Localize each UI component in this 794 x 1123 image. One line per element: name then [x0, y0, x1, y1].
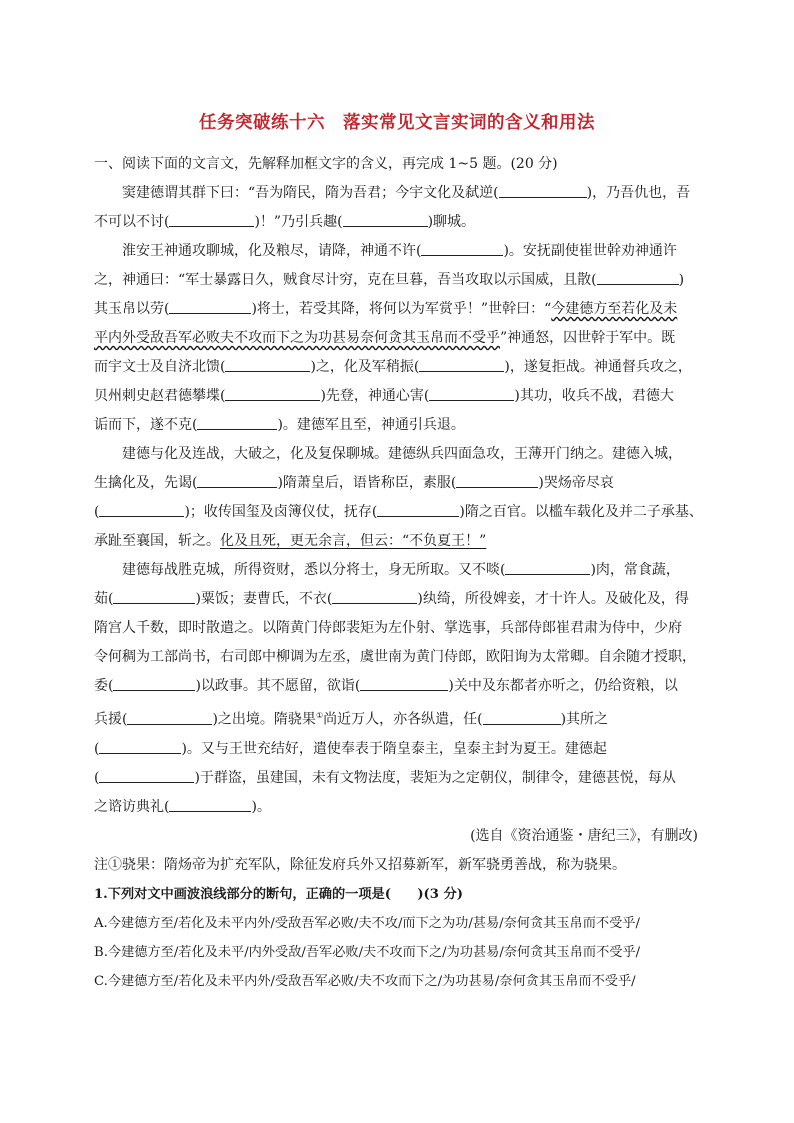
answer-blank[interactable]: [99, 739, 181, 754]
wavy-underlined-sentence: 平内外受敌吾军必败夫不攻而下之为功甚易奈何贪其玉帛而不受乎: [94, 330, 500, 346]
answer-blank[interactable]: [113, 589, 195, 604]
answer-blank[interactable]: [429, 386, 514, 401]
answer-blank[interactable]: [113, 676, 195, 691]
answer-blank[interactable]: [456, 473, 538, 488]
answer-blank[interactable]: [421, 241, 503, 256]
document-body: [94, 150, 714, 996]
answer-blank[interactable]: [483, 710, 561, 725]
section-instruction: 一、阅读下面的文言文，先解释加框文字的含义，再完成 1~5 题。(20 分): [94, 156, 558, 172]
answer-blank[interactable]: [505, 560, 590, 575]
page-title: 任务突破练十六 落实常见文言实词的含义和用法: [199, 113, 595, 133]
answer-blank[interactable]: [127, 710, 212, 725]
answer-blank[interactable]: [360, 676, 448, 691]
answer-blank[interactable]: [169, 299, 251, 314]
answer-blank[interactable]: [169, 797, 251, 812]
passage-paragraph-3: 建德与化及连战，大破之，化及复保聊城。建德纵兵四面急攻，王薄开门纳之。建德入城， 生擒化及，先谒( )隋萧皇后，语皆称臣，素服( )哭炀帝尽哀 ( )；收传国玺及卤簿仪仗，抚存( )隋之百官。以槛车载化及并二子承基、 承趾至襄国，斩之。化及且死，更无余言，但云：“不负夏王！”: [94, 446, 703, 549]
answer-blank[interactable]: [499, 183, 587, 198]
question-1-option-a[interactable]: A.今建德方至/若化及未平内外/受敌吾军必败/夫不攻/而下之为功/甚易/奈何贪其玉帛而不受乎/: [94, 915, 640, 931]
answer-blank[interactable]: [332, 589, 417, 604]
passage-paragraph-2: 淮安王神通攻聊城，化及粮尽，请降，神通不许( )。安抚副使崔世幹劝神通许 之，神通曰：“军士暴露日久，贼食尽计穷，克在旦暮，吾当攻取以示国威，且散( ) 其玉帛以劳( )将士，若受其降，将何以为军赏乎！”世幹曰：“今建德方至若化及未 平内外受敌吾军必败夫不攻而下之为功甚易奈何贪其玉帛而不受乎”神通怒，囚世幹于军中。既 而宇文士及自济北馈( )之，化及军稍振( )，遂复拒战。神通督兵攻之， 贝州刺史赵君德攀堞( )先登，神通心害( )其功，收兵不战，君德大 诟而下，遂不克( )。建德军且至，神通引兵退。: [94, 243, 692, 433]
answer-blank[interactable]: [169, 212, 254, 227]
source-citation: (选自《资治通鉴・唐纪三》，有删改): [470, 827, 698, 844]
passage-paragraph-4: 建德每战胜克城，所得资财，悉以分将士，身无所取。又不啖( )肉，常食蔬， 茹( )粟饭；妻曹氏，不衣( )纨绮，所役婢妾，才十许人。及破化及，得 隋宫人千数，即时散遣之。以隋黄门侍郎裴矩为左仆射、掌选事，兵部侍郎崔君肃为侍中，少府 令何稠为工部尚书，右司郎中柳调为左丞，虞世南为黄门侍郎，欧阳询为太常卿。自余随才授职， 委( )以政事。其不愿留，欲诣( )关中及东都者亦听之，仍给资粮，以 兵援( )之出境。隋骁果①尚近万人，亦各纵遣，任( )其所之 ( )。又与王世充结好，遣使奉表于隋皇泰主，皇泰主封为夏王。建德起 ( )于群盗，虽建国，未有文物法度，裴矩为之定朝仪，制律令，建德甚悦，每从 之谘访典礼( )。: [94, 562, 696, 815]
wavy-underlined-sentence: 今建德方至若化及未: [551, 301, 678, 317]
answer-blank[interactable]: [197, 415, 277, 430]
footnote-marker: ①: [315, 711, 324, 720]
answer-blank[interactable]: [197, 473, 277, 488]
answer-blank[interactable]: [99, 768, 194, 783]
passage-paragraph-1: 窦建德谓其群下曰：“吾为隋民，隋为吾君；今宇文化及弑逆( )，乃吾仇也，吾 不可以不讨( )！”乃引兵趣( )聊城。: [94, 185, 691, 230]
question-1-option-c[interactable]: C.今建德方至/若化及未平内外/受敌吾军必败/夫不攻而下之/为功甚易/奈何贪其玉帛而不受乎/: [94, 973, 636, 989]
question-1-stem: 1.下列对文中画波浪线部分的断句，正确的一项是( )(3 分): [94, 886, 463, 902]
answer-blank[interactable]: [343, 212, 428, 227]
footnote: 注①骁果：隋炀帝为扩充军队，除征发府兵外又招募新军，新军骁勇善战，称为骁果。: [94, 856, 626, 873]
answer-blank[interactable]: [225, 386, 320, 401]
answer-blank[interactable]: [377, 502, 459, 517]
answer-blank[interactable]: [225, 357, 310, 372]
answer-blank[interactable]: [99, 502, 184, 517]
underlined-sentence: 化及且死，更无余言，但云：“不负夏王！”: [220, 533, 487, 549]
question-1-option-b[interactable]: B.今建德方至/若化及未平/内外受敌/吾军必败/夫不攻而下之/为功甚易/奈何贪其玉帛而不受乎/: [94, 944, 641, 960]
answer-blank[interactable]: [419, 357, 504, 372]
answer-blank[interactable]: [597, 270, 679, 285]
